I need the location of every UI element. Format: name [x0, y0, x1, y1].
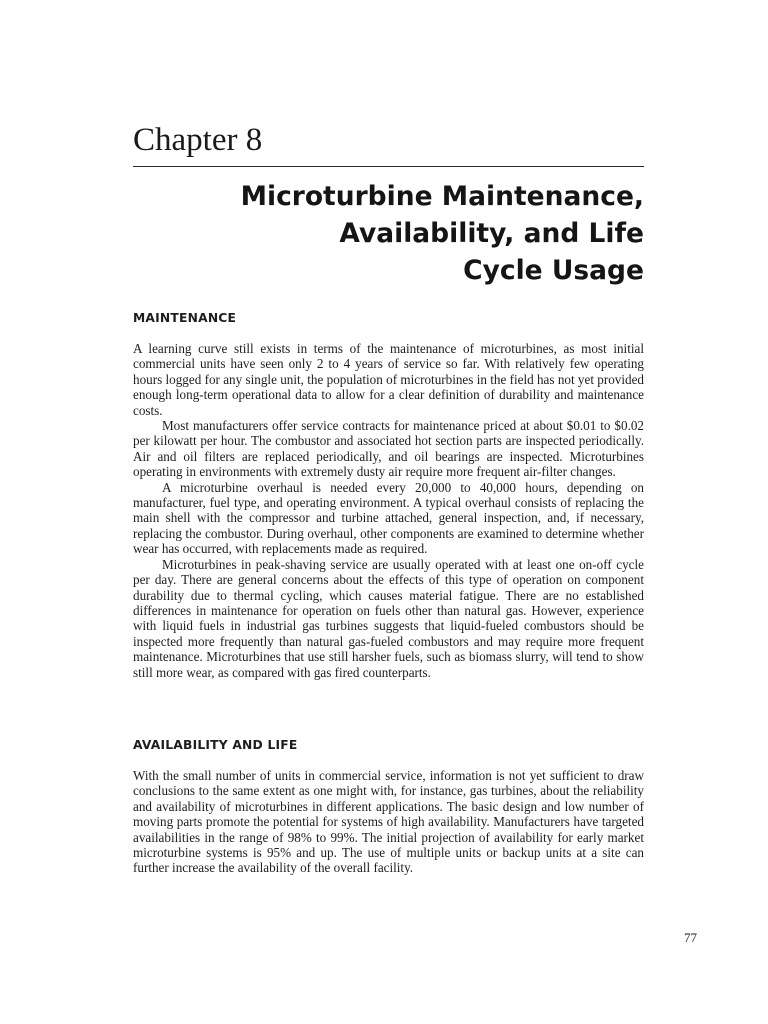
chapter-title-line: Microturbine Maintenance, — [240, 181, 644, 212]
chapter-label: Chapter 8 — [133, 122, 263, 158]
chapter-title-line: Cycle Usage — [463, 255, 644, 286]
paragraph: With the small number of units in commercial service, information is not yet sufficient to draw conclusions to the same extent as one might with, for instance, gas turbines, about the reliability and availability of microturbines in different applications. The basic design and low number of moving parts promote the potential for systems of high availability. Manufacturers have targeted availabilities in the range of 98% to 99%. The initial projection of availability for early market microturbine systems is 95% and up. The use of multiple units or backup units at a site can further increase the availability of the overall facility. — [133, 768, 644, 876]
paragraph: A learning curve still exists in terms of the maintenance of microturbines, as most initial commercial units have seen only 2 to 4 years of service so far. With relatively few operating hours logged for any single unit, the population of microturbines in the field has not yet provided enough long-term operational data to allow for a clear definition of durability and maintenance costs. — [133, 341, 644, 418]
section-heading-availability: AVAILABILITY AND LIFE — [133, 738, 298, 752]
section-body-maintenance — [133, 341, 644, 680]
chapter-rule — [133, 166, 644, 167]
paragraph: Most manufacturers offer service contracts for maintenance priced at about $0.01 to $0.02 per kilowatt per hour. The combustor and associated hot section parts are inspected periodically. Air and oil filters are replaced periodically, and oil bearings are inspected. Microturbines operating in environments with extremely dusty air require more frequent air-filter changes. — [133, 418, 644, 480]
paragraph: A microturbine overhaul is needed every 20,000 to 40,000 hours, depending on manufacturer, fuel type, and operating environment. A typical overhaul consists of replacing the main shell with the compressor and turbine attached, general inspection, and, if necessary, replacing the combustor. During overhaul, other components are examined to determine whether wear has occurred, with replacements made as required. — [133, 479, 644, 557]
section-body-availability — [133, 768, 644, 876]
chapter-title — [133, 178, 644, 289]
section-heading-maintenance: MAINTENANCE — [133, 311, 237, 325]
page-number: 77 — [684, 930, 697, 945]
chapter-title-line: Availability, and Life — [339, 218, 644, 249]
paragraph: Microturbines in peak-shaving service are usually operated with at least one on-off cycle per day. There are general concerns about the effects of this type of operation on component durability due to thermal cycling, which causes material fatigue. There are no established differences in maintenance for operation on fuels other than natural gas. However, experience with liquid fuels in industrial gas turbines suggests that liquid-fueled combustors should be inspected more frequently than natural gas-fueled combustors and may require more frequent maintenance. Microturbines that use still harsher fuels, such as biomass slurry, will tend to show still more wear, as compared with gas fired counterparts. — [133, 556, 644, 680]
